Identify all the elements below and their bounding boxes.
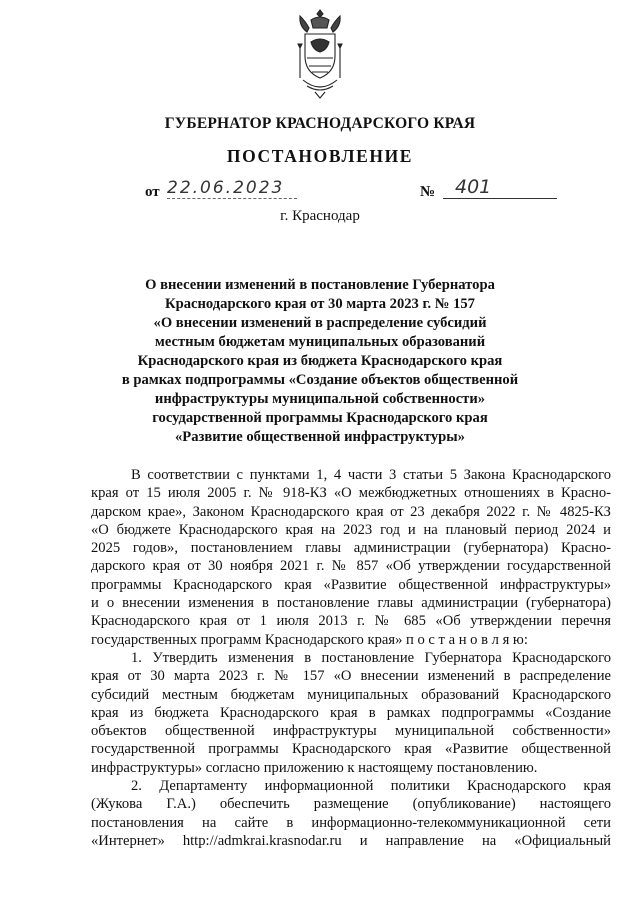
body-line: 2025 годов», постановлением главы администрации (губернатора) Красно- bbox=[91, 540, 611, 557]
title-line: О внесении изменений в постановление Губернатора bbox=[145, 277, 495, 293]
body-line: края от 30 марта 2023 г. № 157 «О внесении изменений в распределение bbox=[91, 668, 611, 685]
body-line: (Жукова Г.А.) обеспечить размещение (опубликование) настоящего bbox=[91, 796, 611, 813]
body-line: инфраструктуры» согласно приложению к настоящему постановлению. bbox=[91, 759, 538, 776]
title-line: местным бюджетам муниципальных образований bbox=[154, 334, 486, 350]
title-line: Краснодарского края из бюджета Краснодарского края bbox=[137, 353, 503, 369]
document-number: 401 bbox=[443, 176, 557, 199]
body-line: субсидий местным бюджетам муниципальных образований Краснодарского bbox=[91, 686, 611, 703]
body-line: 2. Департаменту информационной политики Краснодарского края bbox=[131, 778, 611, 795]
coat-of-arms-icon bbox=[297, 8, 343, 100]
title-line: «О внесении изменений в распределение субсидий bbox=[153, 315, 487, 331]
title-line: инфраструктуры муниципальной собственности» bbox=[154, 391, 486, 407]
body-line: дарского края от 30 ноября 2021 г. № 857 «Об утверждении государственной bbox=[91, 558, 611, 575]
document-type: ПОСТАНОВЛЕНИЕ bbox=[226, 146, 414, 166]
body-line: края от 15 июля 2005 г. № 918-КЗ «О межбюджетных отношениях в Красно- bbox=[91, 485, 611, 502]
body-line: дарском крае», Законом Краснодарского края от 23 декабря 2022 г. № 4825-КЗ bbox=[91, 503, 611, 520]
document-body bbox=[91, 466, 611, 850]
title-line: «Развитие общественной инфраструктуры» bbox=[175, 429, 465, 445]
body-line: программы Краснодарского края «Развитие общественной инфраструктуры» bbox=[91, 576, 611, 593]
body-line: 1. Утвердить изменения в постановление Губернатора Краснодарского bbox=[131, 649, 611, 666]
number-prefix: № bbox=[420, 184, 436, 200]
body-line: «О бюджете Краснодарского края на 2023 год и на плановый период 2024 и bbox=[91, 521, 611, 538]
date-number-row bbox=[145, 176, 545, 204]
date-prefix: от bbox=[145, 184, 160, 200]
body-line: В соответствии с пунктами 1, 4 части 3 статьи 5 Закона Краснодарского bbox=[131, 467, 611, 483]
body-line: государственных программ Краснодарского края» п о с т а н о в л я ю: bbox=[91, 631, 528, 648]
body-line: государственной программы Краснодарского края «Развитие общественной bbox=[91, 741, 611, 758]
body-line: постановления на сайте в информационно-телекоммуникационной сети bbox=[91, 814, 611, 831]
issuing-authority: ГУБЕРНАТОР КРАСНОДАРСКОГО КРАЯ bbox=[164, 115, 476, 132]
body-line: объектов общественной инфраструктуры муниципальной собственности» bbox=[91, 723, 611, 740]
city: г. Краснодар bbox=[280, 208, 360, 224]
document-date: 22.06.2023 bbox=[167, 178, 297, 199]
title-line: Краснодарского края от 30 марта 2023 г. № 157 bbox=[165, 296, 475, 312]
body-line: края из бюджета Краснодарского края в рамках подпрограммы «Создание bbox=[91, 704, 611, 721]
body-line: «Интернет» http://admkrai.krasnodar.ru и направление на «Официальный bbox=[91, 832, 611, 849]
body-line: Краснодарского края от 1 июля 2013 г. № 685 «Об утверждении перечня bbox=[91, 613, 611, 630]
title-line: государственной программы Краснодарского края bbox=[152, 410, 488, 426]
body-line: и о внесении изменения в постановление главы администрации (губернатора) bbox=[91, 595, 611, 612]
title-line: в рамках подпрограммы «Создание объектов общественной bbox=[121, 372, 519, 388]
document-title bbox=[120, 276, 520, 447]
